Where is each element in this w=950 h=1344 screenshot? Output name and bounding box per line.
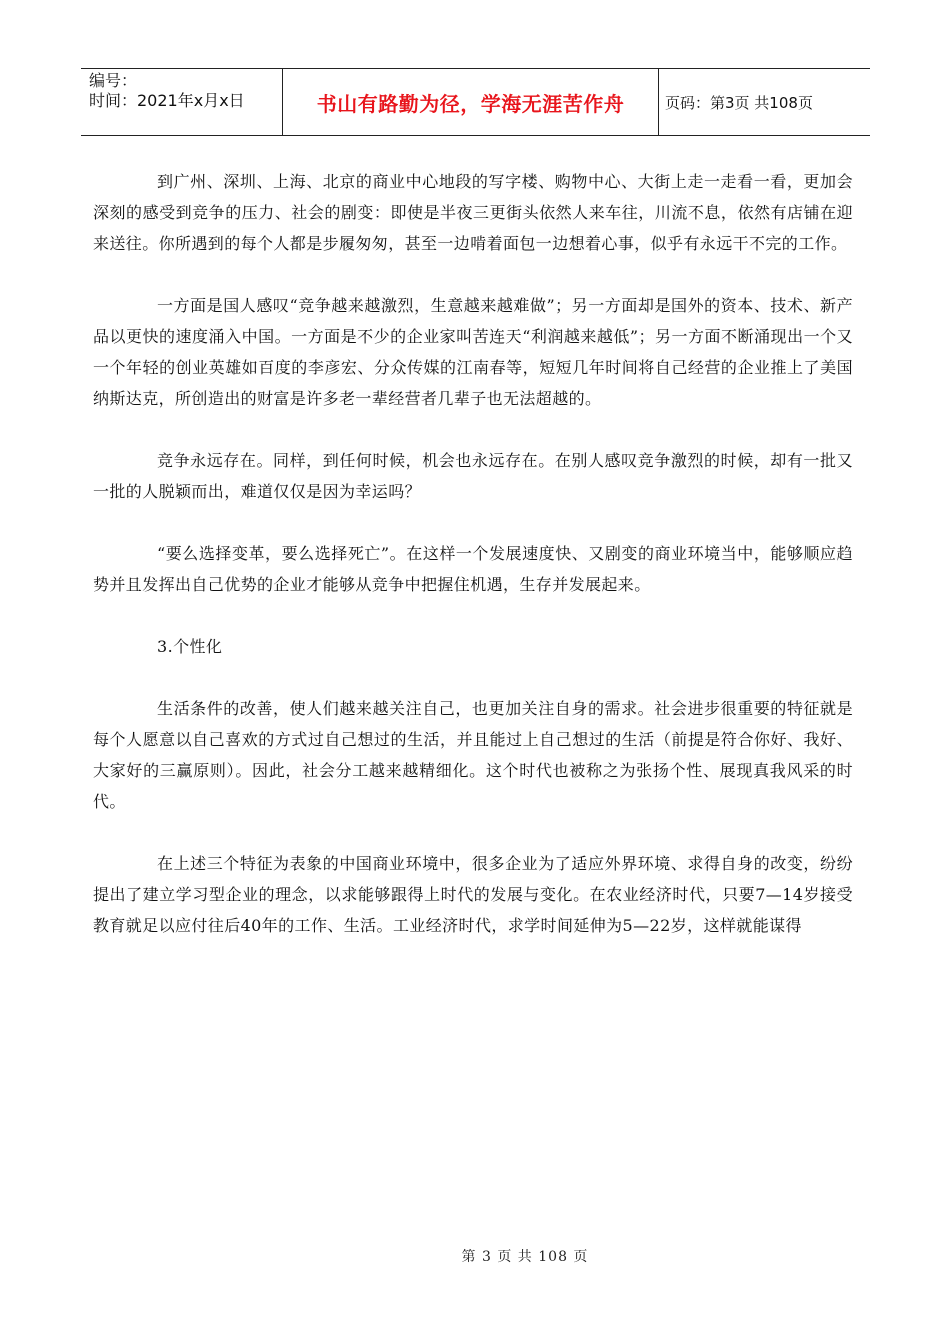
paragraph: 竞争永远存在。同样，到任何时候，机会也永远存在。在别人感叹竞争激烈的时候，却有一批又一批的人脱颖而出，难道仅仅是因为幸运吗？ [93, 451, 853, 501]
paragraph: 一方面是国人感叹“竞争越来越激烈，生意越来越难做”；另一方面却是国外的资本、技术、新产品以更快的速度涌入中国。一方面是不少的企业家叫苦连天“利润越来越低”；另一方面不断涌现出一个又一个年轻的创业英雄如百度的李彦宏、分众传媒的江南春等，短短几年时间将自己经营的企业推上了美国纳斯达克，所创造出的财富是许多老一辈经营者几辈子也无法超越的。 [93, 296, 853, 408]
section-heading: 3.个性化 [157, 637, 223, 656]
paragraph: 在上述三个特征为表象的中国商业环境中，很多企业为了适应外界环境、求得自身的改变，纷纷提出了建立学习型企业的理念，以求能够跟得上时代的发展与变化。在农业经济时代，只要7—14岁接受教育就足以应付往后40年的工作、生活。工业经济时代，求学时间延伸为5—22岁，这样就能谋得 [93, 854, 853, 935]
document-body [93, 166, 853, 972]
document-date: 时间：2021年x月x日 [89, 91, 245, 110]
paragraph: 生活条件的改善，使人们越来越关注自己，也更加关注自身的需求。社会进步很重要的特征就是每个人愿意以自己喜欢的方式过自己想过的生活，并且能过上自己想过的生活（前提是符合你好、我好、大家好的三赢原则）。因此，社会分工越来越精细化。这个时代也被称之为张扬个性、展现真我风采的时代。 [93, 699, 853, 811]
header-motto: 书山有路勤为径，学海无涯苦作舟 [282, 69, 659, 135]
page-footer: 第 3 页 共 108 页 [461, 1249, 589, 1265]
paragraph: 到广州、深圳、上海、北京的商业中心地段的写字楼、购物中心、大街上走一走看一看，更加会深刻的感受到竞争的压力、社会的剧变：即使是半夜三更街头依然人来车往，川流不息，依然有店铺在迎来送往。你所遇到的每个人都是步履匆匆，甚至一边啃着面包一边想着心事，似乎有永远干不完的工作。 [93, 172, 853, 253]
header-page-info: 页码：第3页 共108页 [665, 93, 813, 112]
header-meta [81, 69, 282, 135]
document-number-label: 编号： [89, 71, 138, 90]
document-header [81, 68, 870, 136]
paragraph: “要么选择变革，要么选择死亡”。在这样一个发展速度快、又剧变的商业环境当中，能够顺应趋势并且发挥出自己优势的企业才能够从竞争中把握住机遇，生存并发展起来。 [93, 544, 853, 594]
